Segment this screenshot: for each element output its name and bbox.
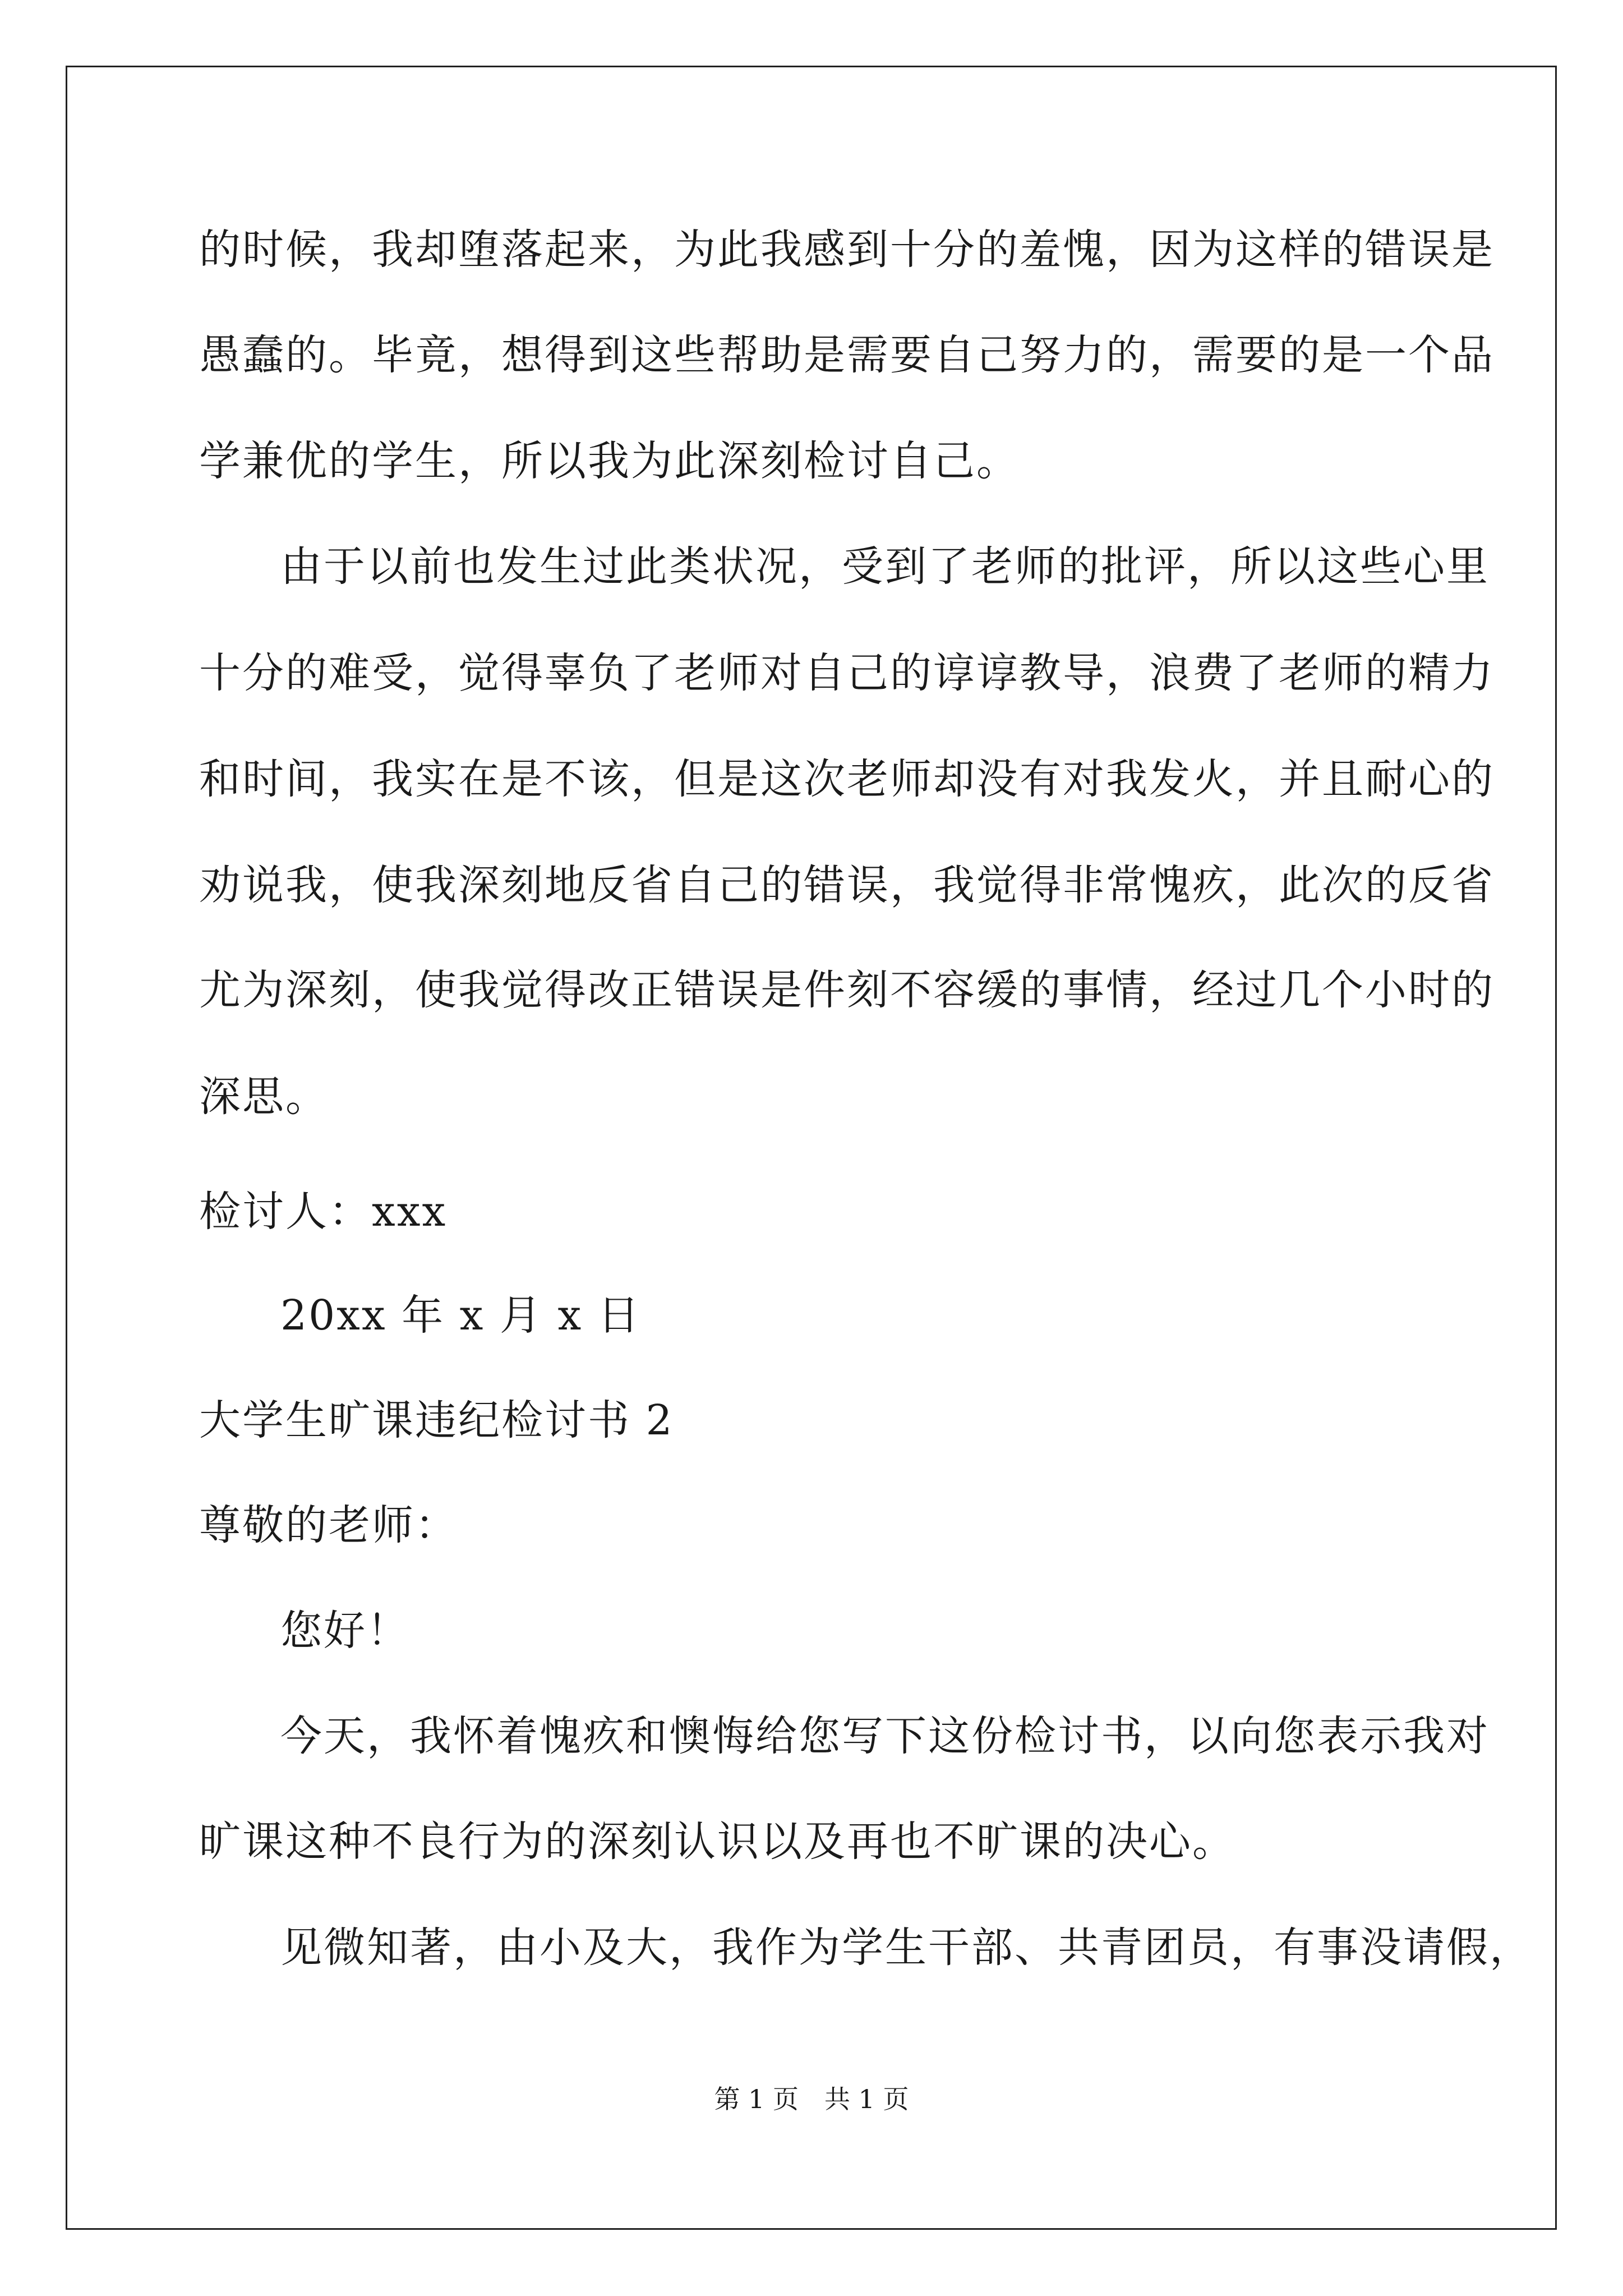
date-line: 20xx 年 x 月 x 日 (280, 1291, 641, 1340)
body-line: 见微知著，由小及大，我作为学生干部、共青团员，有事没请假， (280, 1924, 1533, 1972)
page-total: 共 1 页 (824, 2084, 909, 2114)
body-line: 愚蠢的。毕竟，想得到这些帮助是需要自己努力的，需要的是一个品 (199, 331, 1495, 379)
page-border (66, 66, 1557, 2230)
body-line: 尤为深刻，使我觉得改正错误是件刻不容缓的事情，经过几个小时的 (199, 966, 1495, 1014)
body-line: 和时间，我实在是不该，但是这次老师却没有对我发火，并且耐心的 (199, 755, 1495, 803)
body-line: 旷课这种不良行为的深刻认识以及再也不旷课的决心。 (199, 1818, 1235, 1866)
body-line: 深思。 (199, 1073, 329, 1121)
page-footer (0, 2082, 1623, 2116)
page-number: 第 1 页 (714, 2084, 799, 2114)
body-line: 今天，我怀着愧疚和懊悔给您写下这份检讨书，以向您表示我对 (280, 1712, 1490, 1760)
body-line: 劝说我，使我深刻地反省自己的错误，我觉得非常愧疚，此次的反省 (199, 861, 1495, 909)
body-line: 的时候，我却堕落起来，为此我感到十分的羞愧，因为这样的错误是 (199, 226, 1495, 274)
signer-line: 检讨人：xxx (199, 1188, 448, 1236)
body-line: 学兼优的学生，所以我为此深刻检讨自己。 (199, 437, 1020, 485)
section-title: 大学生旷课违纪检讨书 2 (199, 1396, 674, 1444)
body-line: 十分的难受，觉得辜负了老师对自己的谆谆教导，浪费了老师的精力 (199, 649, 1495, 697)
greeting: 您好！ (280, 1607, 410, 1655)
body-line: 由于以前也发生过此类状况，受到了老师的批评，所以这些心里 (280, 542, 1490, 591)
salutation: 尊敬的老师： (199, 1501, 458, 1549)
